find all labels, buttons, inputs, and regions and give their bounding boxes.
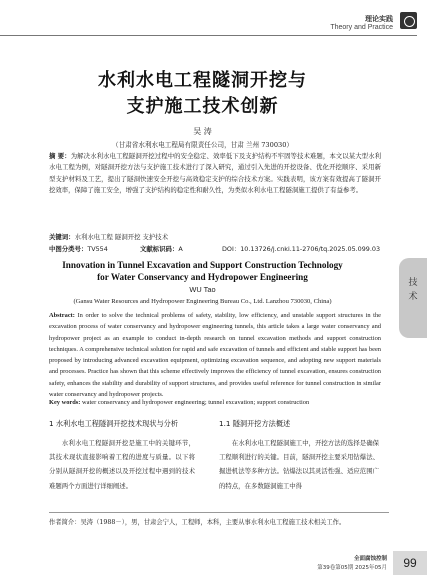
affiliation-cn: （甘肃省水利水电工程局有限责任公司，甘肃 兰州 730030） (111, 141, 294, 149)
title-cn-line1: 水利水电工程隧洞开挖与 (98, 70, 307, 91)
section-1-1-heading: 1.1 隧洞开挖方法概述 (219, 419, 291, 428)
footnote-text: 吴涛（1988－），男，甘肃会宁人，工程师，本科，主要从事水利水电工程施工技术相关工作。 (80, 519, 346, 526)
doi (222, 244, 380, 253)
footnote-label: 作者简介： (49, 519, 81, 526)
section-1-heading: 1 水利水电工程隧洞开挖技术现状与分析 (49, 419, 179, 428)
abstract-en-label: Abstract: (49, 312, 75, 319)
keywords-cn-label: 关键词： (49, 233, 75, 241)
keywords-cn (49, 232, 168, 241)
page-number: 99 (393, 551, 427, 575)
clc-label: 中图分类号： (49, 245, 88, 253)
keywords-en-label: Key words: (49, 399, 81, 406)
doc-code-label: 文献标识码： (140, 245, 179, 253)
journal-issue: 第39卷第05期 2025年05月 (317, 565, 387, 571)
journal-logo-icon (400, 12, 417, 29)
journal-name: 全面腐蚀控制 (353, 556, 387, 562)
title-en-line1: Innovation in Tunnel Excavation and Support Construction Technology (62, 260, 343, 270)
author-cn: 吴 涛 (193, 127, 212, 136)
abstract-cn-label: 摘 要： (49, 152, 71, 160)
title-cn-line2: 支护施工技术创新 (126, 96, 279, 117)
keywords-cn-text: 水利水电工程 隧洞开挖 支护技术 (74, 233, 169, 241)
footnote-divider (49, 512, 389, 513)
document-code (140, 244, 183, 253)
column-name-en: Theory and Practice (330, 24, 393, 31)
author-en: WU Tao (189, 285, 216, 294)
section-1-1-text: 在水利水电工程隧洞施工中，开挖方法的选择是确保工程顺利进行的关键。目前，隧洞开挖主要采用钻爆法、掘进机法等多种方法。钻爆法以其灵活性强、适应范围广的特点，在多数隧洞施工中得 (219, 439, 379, 490)
doc-code-value: A (178, 245, 183, 253)
abstract-cn-text: 为解决水利水电工程隧洞开挖过程中的安全稳定、效率低下及支护结构不牢固等技术难题，本文以某大型水利水电工程为例，对隧洞开挖方法与支护施工技术进行了深入研究，通过引入先进的开挖设备、优化开挖顺序、采用新型支护材料及工艺，提出了隧洞快速安全开挖与高效稳定支护的综合技术方案。实践表明，该方案有效提高了隧洞开挖效率，保障了施工安全，增强了支护结构的稳定性和耐久性，为类似水利水电工程隧洞施工提供了有益参考。 (49, 152, 381, 194)
affiliation-en: (Gansu Water Resources and Hydropower Engineering Bureau Co., Ltd. Lanzhou 730030, China) (73, 298, 332, 305)
header-divider (0, 35, 417, 36)
doi-label: DOI： (222, 245, 241, 253)
doi-value: 10.13726/j.cnki.11-2706/tq.2025.05.099.03 (240, 245, 381, 253)
abstract-en-text: In order to solve the technical problems of safety, stability, low efficiency, and unstable support structures in the excavation process of water conservancy and hydropower engineering tunnels, this article takes a large water conservancy and hydropower project as an example to conduct in-depth research on tunnel excavation methods and support construction techniques. A comprehensive technical solution for rapid and safe excavation of tunnels and efficient and stable support has been proposed by introducing advanced excavation equipment, optimizing excavation sequence, and adopting new support materials and processes. Practice has shown that this scheme effectively improves the efficiency of tunnel excavation, ensures construction safety, enhances the stability and durability of support structures, and provides useful reference for tunnel construction in similar water conservancy and hydropower projects. (49, 312, 381, 399)
author-bio-footnote (49, 517, 379, 529)
section-1-text: 水利水电工程隧洞开挖是施工中的关键环节，其技术现状直接影响着工程的进度与质量。以下将分别从隧洞开挖的概述以及开挖过程中遇到的技术难题两个方面进行详细阐述。 (49, 439, 195, 490)
keywords-en-text: water conservancy and hydropower engineering; tunnel excavation; support construction (82, 399, 310, 406)
abstract-en (49, 310, 381, 400)
title-en-line2: for Water Conservancy and Hydropower Engineering (97, 272, 308, 282)
clc-value: TV554 (87, 245, 108, 253)
keywords-en (49, 399, 389, 406)
side-tab-label: 技术 (408, 278, 418, 302)
clc-number (49, 244, 108, 253)
column-name-cn: 理论实践 (365, 15, 393, 23)
abstract-cn (49, 151, 381, 196)
